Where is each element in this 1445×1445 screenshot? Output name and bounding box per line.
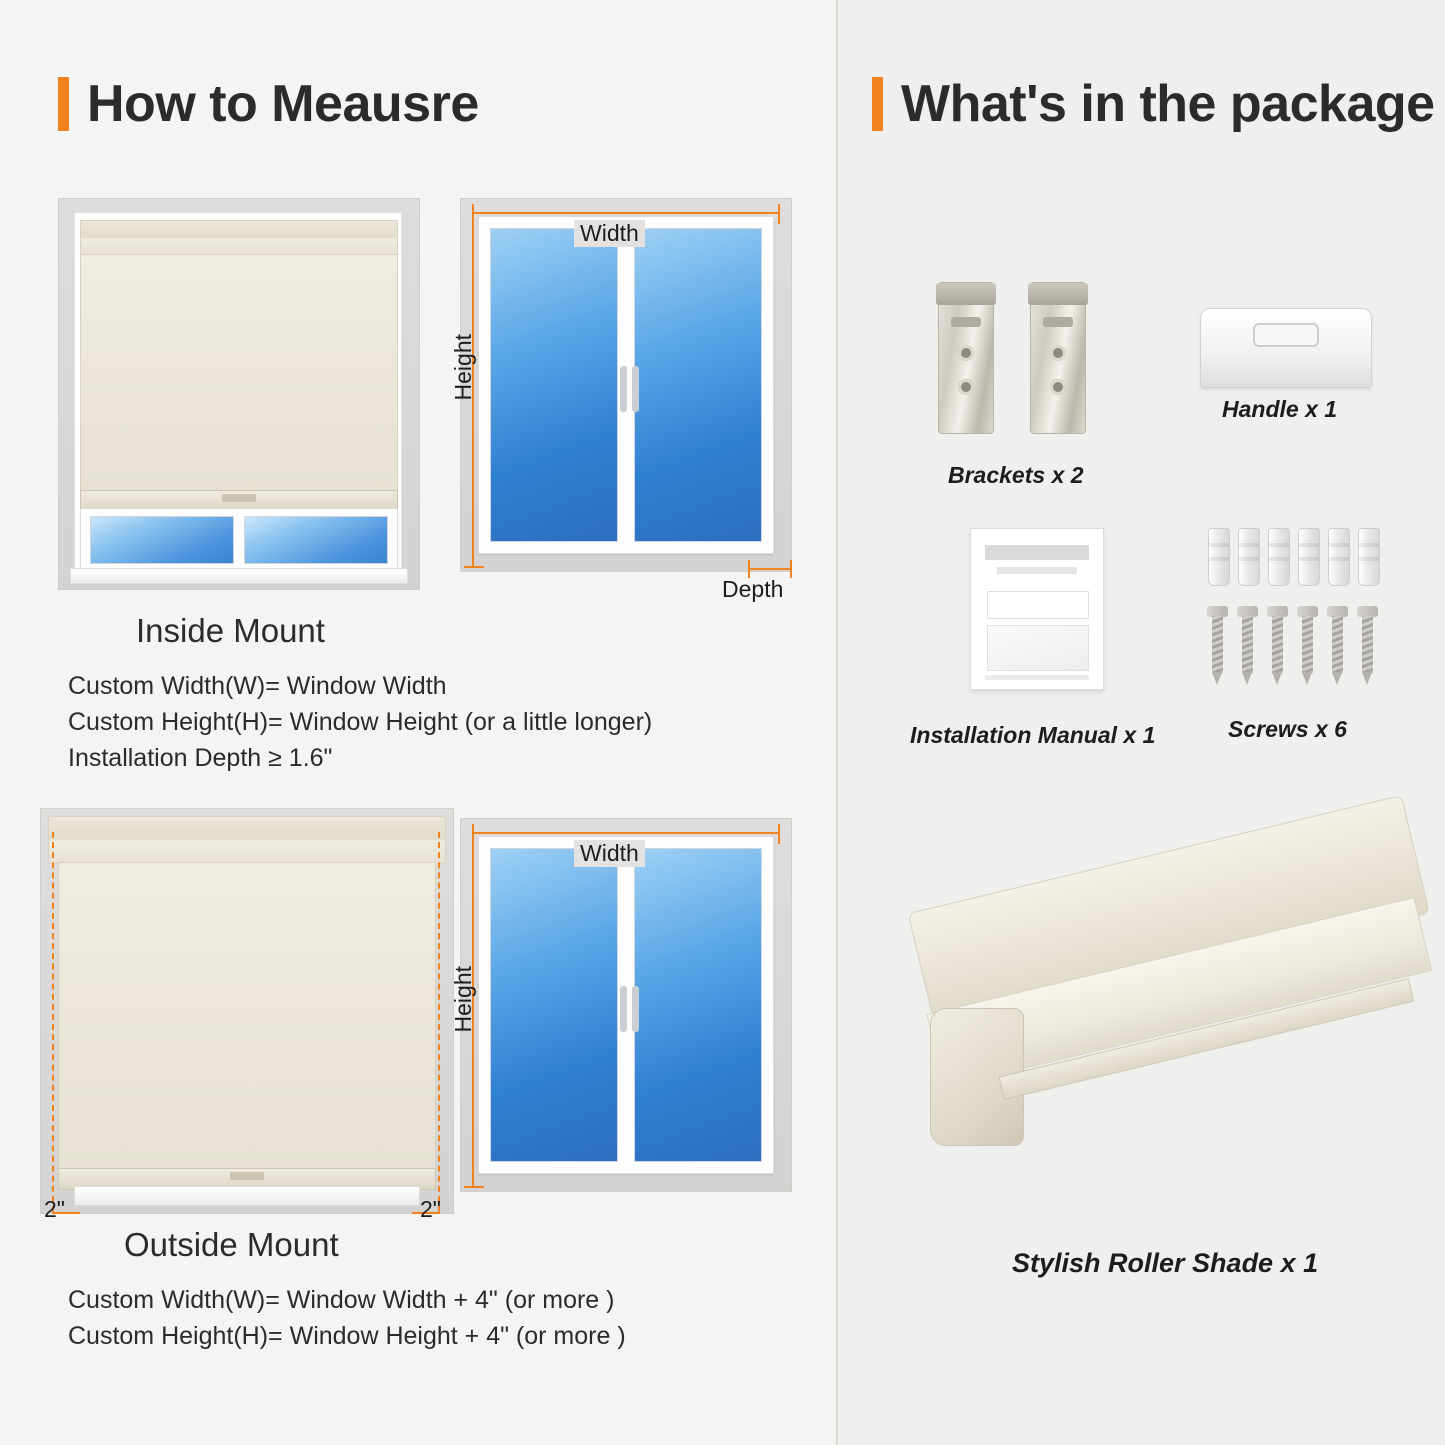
bracket-cap — [1028, 283, 1088, 305]
bracket-2 — [1030, 282, 1086, 434]
inside-mount-title: Inside Mount — [136, 612, 325, 649]
screw-1 — [1210, 606, 1225, 684]
shade-roll — [48, 816, 446, 864]
window-glass-left — [90, 516, 234, 564]
window-handle-left — [620, 366, 627, 412]
manual-text-row — [985, 675, 1089, 680]
screws-illustration — [1204, 528, 1382, 700]
wall-anchor-3 — [1268, 528, 1290, 586]
shade-fabric — [58, 862, 436, 1170]
width-tick-right — [778, 824, 780, 844]
height-tick-bottom — [464, 566, 484, 568]
bracket-hole-lower — [958, 379, 974, 395]
overhang-guide-right — [438, 832, 440, 1212]
bracket-hole-lower — [1050, 379, 1066, 395]
wall-anchor-1 — [1208, 528, 1230, 586]
left-heading — [58, 74, 479, 134]
overhang-label-right: 2" — [420, 1196, 441, 1222]
inside-mount-shade-illustration — [58, 198, 418, 588]
inside-mount-line-3: Installation Depth ≥ 1.6" — [68, 744, 333, 772]
outside-mount-measure-illustration — [448, 818, 800, 1218]
handle-label: Handle x 1 — [1222, 396, 1338, 422]
handle-illustration — [1200, 308, 1372, 388]
height-label: Height — [450, 334, 476, 401]
handle-grip — [1253, 323, 1319, 347]
height-label: Height — [450, 966, 476, 1033]
manual-diagram-box — [987, 591, 1089, 619]
window-glass-left — [490, 848, 618, 1162]
width-measure-line — [472, 832, 780, 834]
brackets-illustration — [938, 276, 1098, 448]
roller-shade-illustration — [900, 862, 1445, 1232]
width-label: Width — [574, 840, 645, 867]
outside-mount-line-2: Custom Height(H)= Window Height + 4" (or more ) — [68, 1322, 626, 1350]
inside-mount-measure-illustration — [448, 198, 800, 602]
bracket-slot — [1043, 317, 1073, 327]
depth-label: Depth — [722, 576, 784, 602]
installation-manual-illustration — [970, 528, 1104, 690]
panel-divider — [836, 0, 838, 1445]
shade-fabric — [80, 254, 398, 492]
outside-mount-line-1: Custom Width(W)= Window Width + 4" (or more ) — [68, 1286, 615, 1314]
manual-title-block — [985, 545, 1089, 560]
left-heading-text: How to Meausre — [87, 75, 479, 133]
shade-pull-tab — [222, 494, 256, 502]
width-label: Width — [574, 220, 645, 247]
window-glass-right — [244, 516, 388, 564]
window-glass-right — [634, 848, 762, 1162]
window-handle-left — [620, 986, 627, 1032]
wall-anchor-6 — [1358, 528, 1380, 586]
roller-shade-label: Stylish Roller Shade x 1 — [1012, 1248, 1319, 1278]
screws-label: Screws x 6 — [1228, 716, 1347, 742]
heading-accent-bar — [872, 77, 883, 131]
inside-mount-line-1: Custom Width(W)= Window Width — [68, 672, 447, 700]
bracket-cap — [936, 283, 996, 305]
window-glass-right — [634, 228, 762, 542]
shade-bottom-rail — [80, 490, 398, 510]
outside-mount-shade-illustration — [40, 808, 452, 1218]
window-glass-left — [490, 228, 618, 542]
window-sill — [70, 568, 408, 584]
bracket-hole-upper — [958, 345, 974, 361]
window-handle-right — [632, 986, 639, 1032]
bracket-slot — [951, 317, 981, 327]
window-handle-right — [632, 366, 639, 412]
screw-2 — [1240, 606, 1255, 684]
brackets-label: Brackets x 2 — [948, 462, 1084, 488]
inside-mount-line-2: Custom Height(H)= Window Height (or a little longer) — [68, 708, 653, 736]
outside-mount-title: Outside Mount — [124, 1226, 339, 1263]
window-sill — [74, 1186, 420, 1206]
installation-manual-label: Installation Manual x 1 — [910, 722, 1156, 748]
overhang-label-left: 2" — [44, 1196, 65, 1222]
screw-6 — [1360, 606, 1375, 684]
bracket-1 — [938, 282, 994, 434]
screw-3 — [1270, 606, 1285, 684]
heading-accent-bar — [58, 77, 69, 131]
wall-anchor-4 — [1298, 528, 1320, 586]
right-heading — [872, 74, 1435, 134]
right-heading-text: What's in the package — [901, 75, 1435, 133]
manual-subtitle-block — [997, 567, 1077, 574]
width-measure-line — [472, 212, 780, 214]
height-tick-bottom — [464, 1186, 484, 1188]
wall-anchor-5 — [1328, 528, 1350, 586]
depth-measure-line — [748, 568, 792, 570]
overhang-guide-left — [52, 832, 54, 1212]
depth-tick-right — [790, 560, 792, 578]
screw-5 — [1330, 606, 1345, 684]
screw-4 — [1300, 606, 1315, 684]
width-tick-right — [778, 204, 780, 224]
shade-roll — [80, 220, 398, 256]
bracket-hole-upper — [1050, 345, 1066, 361]
manual-image-box — [987, 625, 1089, 671]
shade-pull-tab — [230, 1172, 264, 1180]
wall-anchor-2 — [1238, 528, 1260, 586]
